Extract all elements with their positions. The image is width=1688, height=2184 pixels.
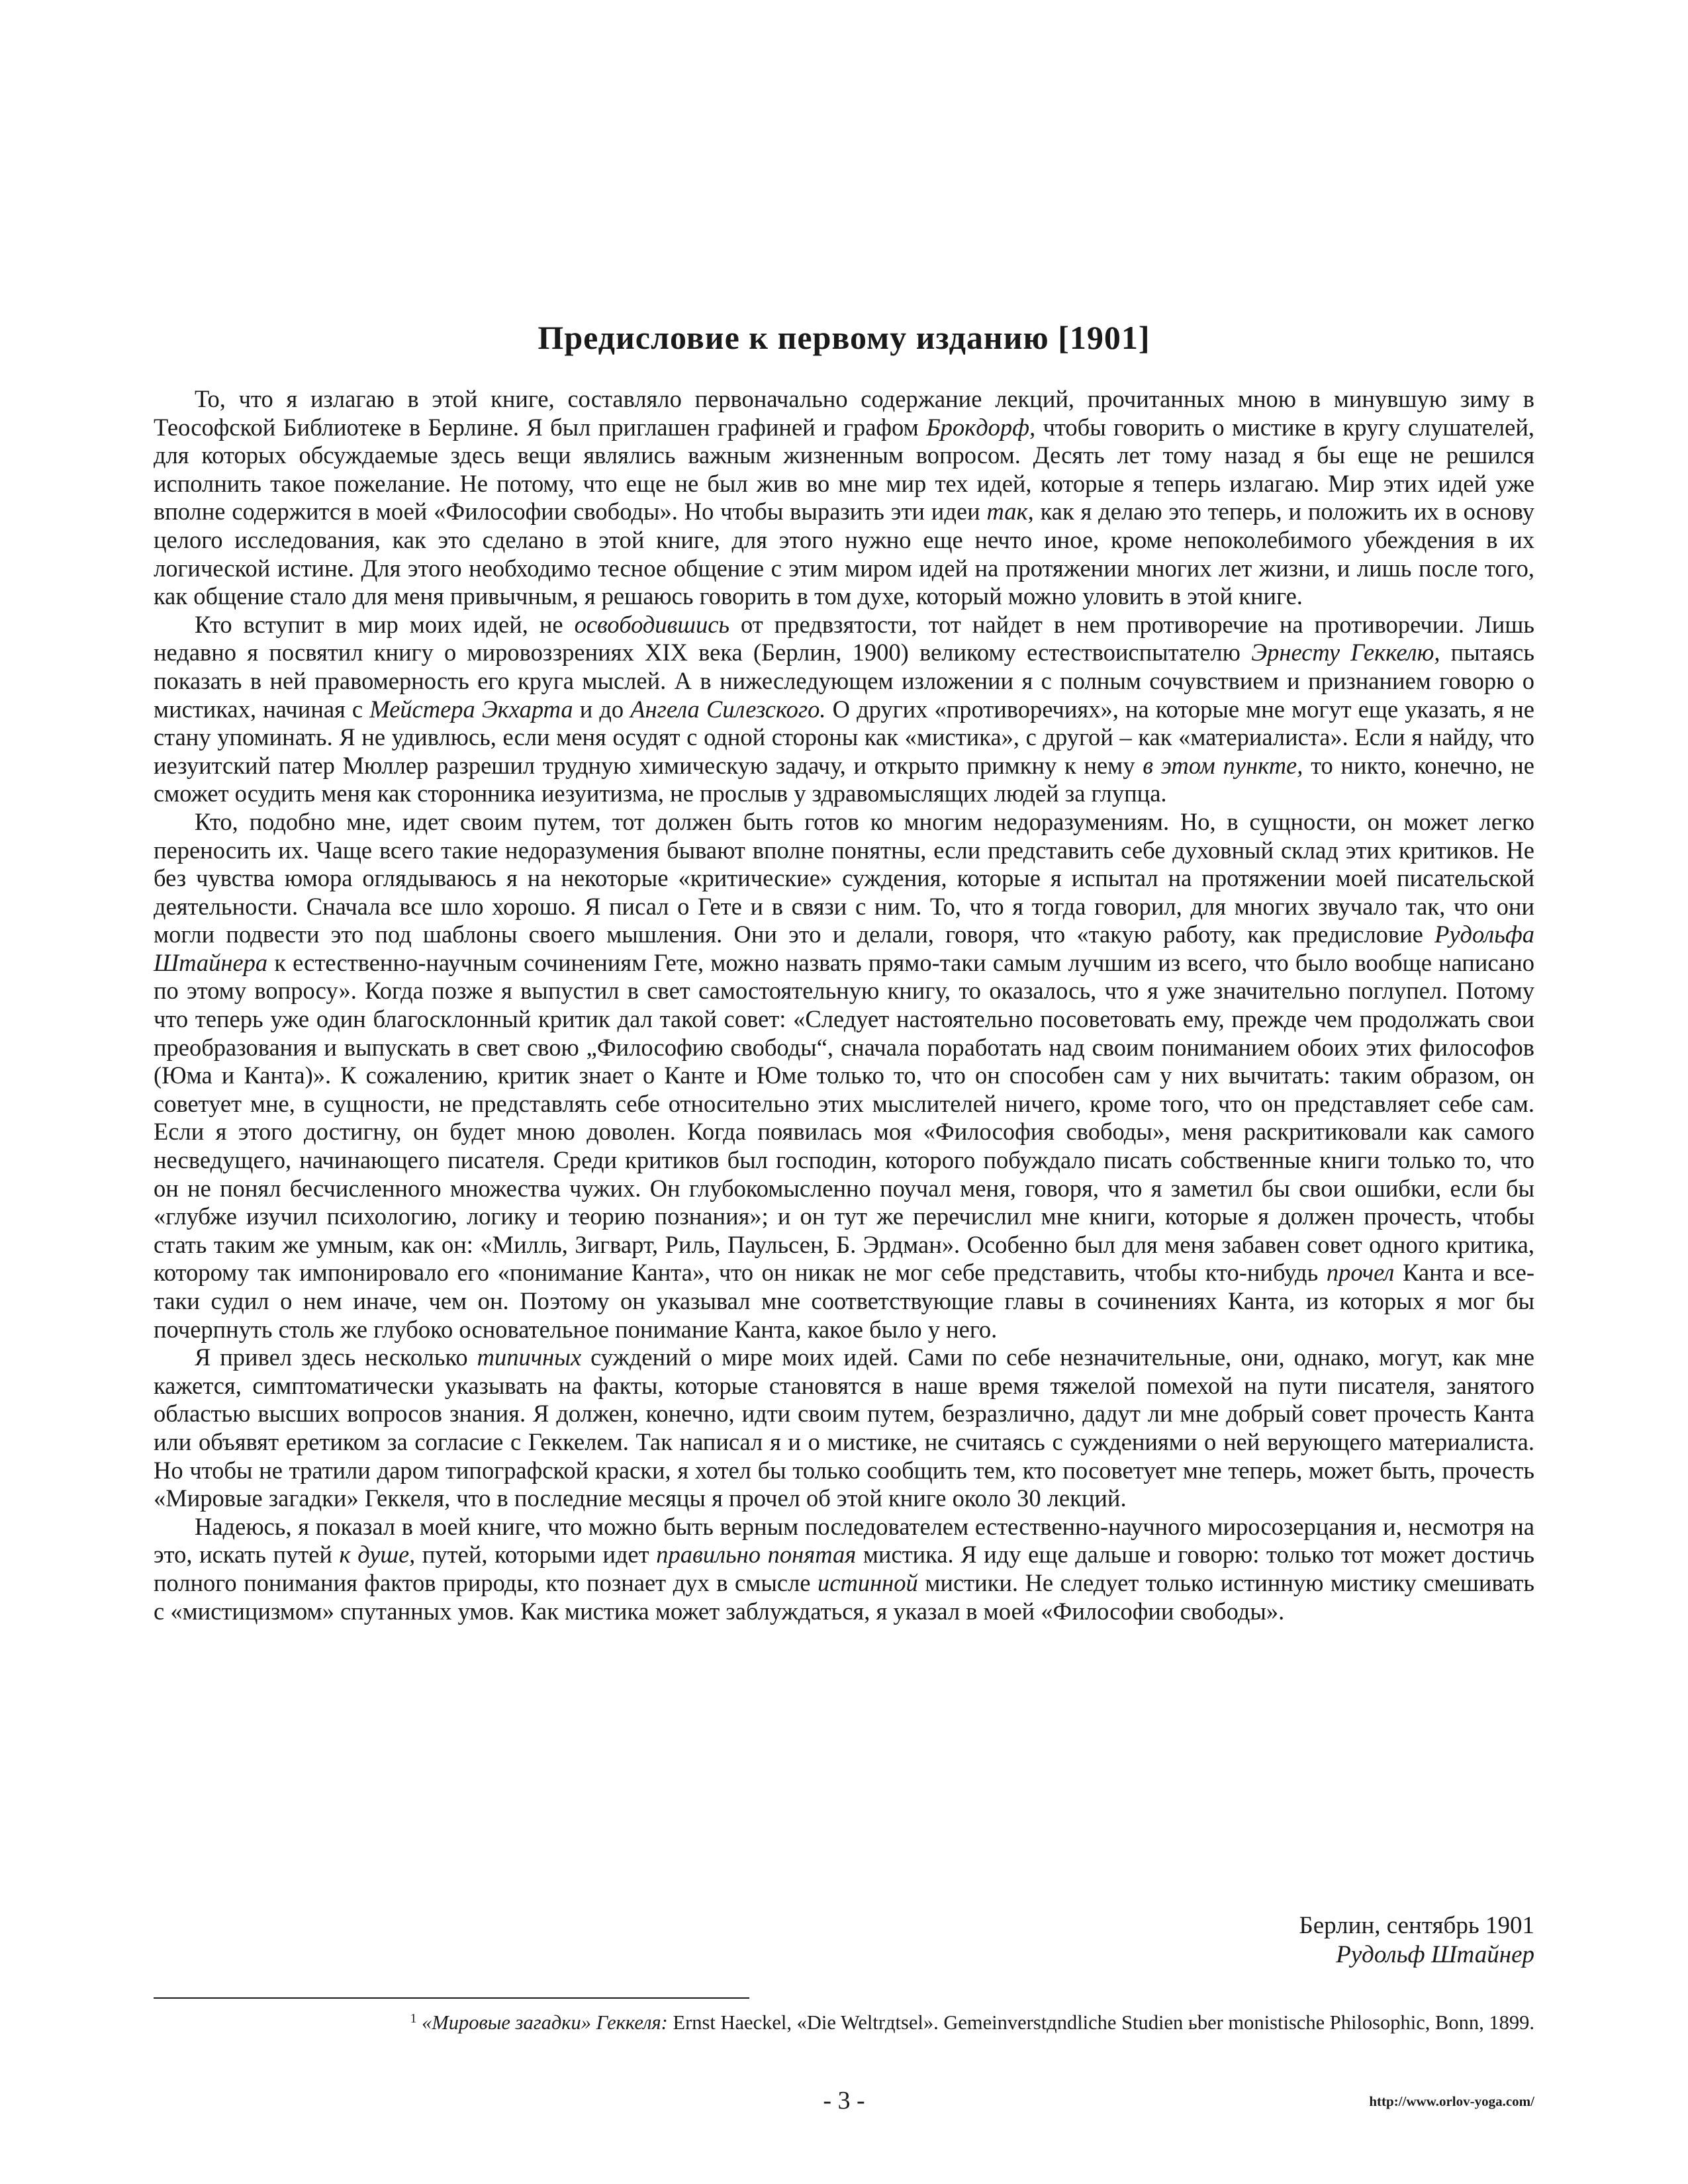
paragraph: [154, 385, 1534, 611]
text-run: пытаясь показать в ней правомерность его круга мыслей. А в нижеследующем изложении я с полным сочувствием и признанием говорю о мистиках, начиная с: [154, 639, 1534, 723]
italic-run: Эрнесту Геккелю,: [1251, 639, 1440, 666]
text-run: То, что я излагаю в этой книге, составляло первоначально содержание лекций, прочитанных мною в минувшую зиму в Теософской Библиотеке в Берлине. Я был приглашен графиней и графом: [154, 385, 1534, 441]
paragraph: [154, 1513, 1534, 1625]
text-run: от предвзятости, тот найдет в нем противоречие на противоречии. Лишь недавно я посвятил книгу о мировоззрениях XIX века (Берлин, 1900) великому естествоиспытателю: [154, 610, 1535, 666]
text-run: Кто, подобно мне, идет своим путем, тот должен быть готов ко многим недоразумениям. Но, в сущности, он может легко переносить их. Чаще всего такие недоразумения бывают вполне понятны, если представить себе духовный склад этих критиков. Не без чувства юмора оглядываюсь я на некоторые «критические» суждения, которые я испытал на протяжении моей писательской деятельности. Сначала все шло хорошо. Я писал о Гете и в связи с ним. То, что я тогда говорил, для многих звучало так, что они могли подвести это под шаблоны своего мышления. Они это и делали, говоря, что «такую работу, как предисловие: [154, 807, 1534, 948]
text-run: и до: [573, 695, 631, 723]
italic-run: в этом пункте,: [1143, 751, 1303, 779]
footnote: [154, 2005, 1534, 2036]
text-run: чтобы говорить о мистике в кругу слушателей, для которых обсуждаемые здесь вещи являлись важным жизненным вопросом. Десять лет тому назад я бы еще не решился исполнить такое пожелание. Не потому, что еще не был жив во мне мир тех идей, которые я теперь излагаю. Мир этих идей уже вполне содержится в моей «Философии свободы». Но чтобы выразить эти идеи: [154, 413, 1534, 525]
italic-run: прочел: [1326, 1259, 1395, 1287]
paragraph: [154, 611, 1534, 808]
footnote-divider: [154, 1997, 749, 1999]
footnote-number: 1: [410, 2011, 417, 2026]
italic-run: истинной: [818, 1569, 918, 1596]
signature: [1299, 1911, 1535, 1970]
text-run: Кто вступит в мир моих идей, не: [195, 610, 575, 638]
text-run: как я делаю это теперь, и положить их в основу целого исследования, как это сделано в этой книге, для этого нужно еще нечто иное, кроме непоколебимого убеждения в их логической истине. Для этого необходимо тесное общение с этим миром идей на протяжении многих лет жизни, и лишь после того, как общение стало для меня привычным, я решаюсь говорить в том духе, который можно уловить в этой книге.: [154, 498, 1534, 610]
site-url[interactable]: http://www.orlov-yoga.com/: [1369, 2093, 1534, 2109]
italic-run: типичных: [477, 1343, 582, 1371]
text-run: суждений о мире моих идей. Сами по себе незначительные, они, однако, могут, как мне кажется, симптоматически указывать на факты, которые становятся в наше время тяжелой помехой на пути писателя, занятого областью высших вопросов знания. Я должен, конечно, идти своим путем, безразлично, дадут ли мне добрый совет прочесть Канта или объявят еретиком за согласие с Геккелем. Так написал я и о мистике, не считаясь с суждениями о ней верующего материалиста. Но чтобы не тратили даром типографской краски, я хотел бы только сообщить тем, кто посоветует мне теперь, может быть, прочесть «Мировые загадки» Геккеля, что в последние месяцы я прочел об этой книге около 30 лекций.: [154, 1343, 1534, 1512]
signature-author: Рудольф Штайнер: [1336, 1941, 1534, 1968]
page-title: Предисловие к первому изданию [1901]: [538, 319, 1150, 356]
text-run: Я привел здесь несколько: [195, 1343, 477, 1371]
italic-run: Рудольфа Штайнера: [154, 921, 1534, 976]
paragraph: [154, 1343, 1534, 1513]
signature-place-date: Берлин, сентябрь 1901: [1299, 1912, 1534, 1939]
text-run: Канта и все-таки судил о нем иначе, чем он. Поэтому он указывал мне соответствующие главы в сочинениях Канта, из которых я мог бы почерпнуть столь же глубоко основательное понимание Канта, какое было у него.: [154, 1259, 1534, 1343]
footnote-label: «Мировые загадки» Геккеля:: [422, 2011, 668, 2034]
text-run: то никто, конечно, не сможет осудить меня как сторонника иезуитизма, не прослыв у здравомыслящих людей за глупца.: [154, 751, 1535, 807]
text-run: О других «противоречиях», на которые мне могут еще указать, я не стану упоминать. Я не удивлюсь, если меня осудят с одной стороны как «мистика», с другой – как «материалиста». Если я найду, что иезуитский патер Мюллер разрешил трудную химическую задачу, и открыто примкну к нему: [154, 695, 1534, 779]
footnote-text: Ernst Haeckel, «Die Weltrдtsel». Gemeinverstдndliche Studien ьber monistische Philosophic, Bonn, 1899.: [667, 2011, 1534, 2034]
italic-run: Мейстера Экхарта: [369, 695, 573, 723]
text-run: путей, которыми идет: [415, 1541, 657, 1569]
text-run: мистика. Я иду еще дальше и говорю: только тот может достичь полного понимания фактов природы, кто познает дух в смысле: [154, 1541, 1534, 1596]
italic-run: правильно понятая: [656, 1541, 857, 1569]
italic-run: так,: [986, 498, 1034, 525]
italic-run: Ангела Силезского.: [630, 695, 826, 723]
page-number: - 3 -: [823, 2087, 865, 2115]
text-run: Надеюсь, я показал в моей книге, что можно быть верным последователем естественно-научного миросозерцания и, несмотря на это, искать путей: [154, 1512, 1534, 1569]
italic-run: Брокдорф,: [926, 413, 1036, 441]
body-text: [154, 385, 1534, 1625]
italic-run: к душе,: [339, 1541, 416, 1569]
paragraph: [154, 808, 1534, 1343]
text-run: к естественно-научным сочинениям Гете, можно назвать прямо-таки самым лучшим из всего, что было вообще написано по этому вопросу». Когда позже я выпустил в свет самостоятельную книгу, то оказалось, что я уже значительно поглупел. Потому что теперь уже один благосклонный критик дал такой совет: «Следует настоятельно посоветовать ему, прежде чем продолжать свои преобразования и выпускать в свет свою „Философию свободы“, сначала поработать над своим пониманием обоих этих философов (Юма и Канта)». К сожалению, критик знает о Канте и Юме только то, что он способен сам у них вычитать: таким образом, он советует мне, в сущности, не представлять себе относительно этих мыслителей ничего, кроме того, что он представляет себе сам. Если я этого достигну, он будет мною доволен. Когда появилась моя «Философия свободы», меня раскритиковали как самого несведущего, начинающего писателя. Среди критиков был господин, которого побуждало писать собственные книги только то, что он не понял бесчисленного множества чужих. Он глубокомысленно поучал меня, говоря, что я заметил бы свои ошибки, если бы «глубже изучил психологию, логику и теорию познания»; и он тут же перечислил мне книги, которые я должен прочесть, чтобы стать таким же умным, как он: «Милль, Зигварт, Риль, Паульсен, Б. Эрдман». Особенно был для меня забавен совет одного критика, которому так импонировало его «понимание Канта», что он никак не мог себе представить, чтобы кто-нибудь: [154, 948, 1534, 1287]
italic-run: освободившись: [574, 610, 730, 638]
text-run: мистики. Не следует только истинную мистику смешивать с «мистицизмом» спутанных умов. Как мистика может заблуждаться, я указал в моей «Философии свободы».: [154, 1569, 1534, 1625]
